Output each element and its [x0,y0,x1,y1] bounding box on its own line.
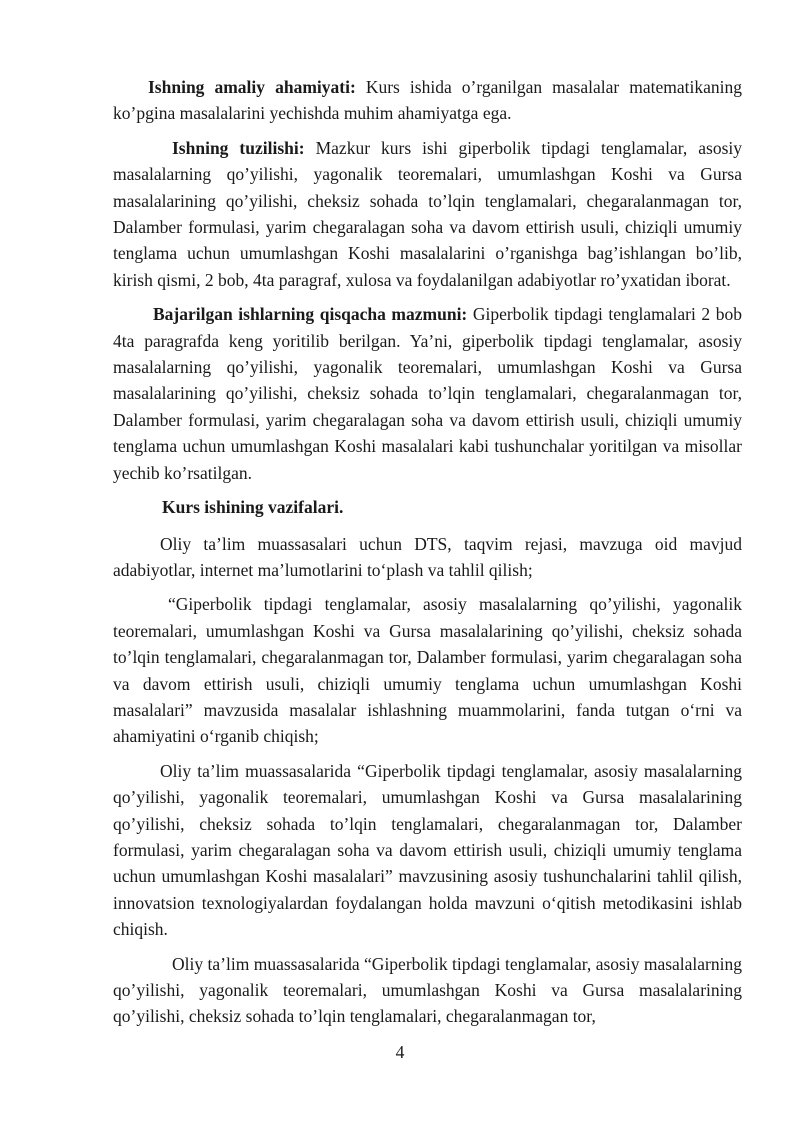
summary-label: Bajarilgan ishlarning qisqacha mazmuni: [153,304,468,325]
structure-paragraph [113,135,742,293]
task-paragraph-2: “Giperbolik tipdagi tenglamalar, asosiy masalalarning qo’yilishi, yagonalik teoremalari, umumlashgan Koshi va Gursa masalalarining qo’yilishi, cheksiz sohada to’lqin tenglamalari, chegaralanmagan tor, Dalamber formulasi, yarim chegaralagan soha va davom ettirish usuli, chiziqli umumiy tenglama uchun umumlashgan Koshi masalalari” mavzusida masalalar ishlashning muammolarini, fanda tutgan o‘rni va ahamiyatini o‘rganib chiqish; [113,594,742,747]
practical-significance-label: Ishning amaliy ahamiyati: [148,77,356,97]
document-body [113,74,742,1038]
summary-paragraph [113,301,742,486]
tasks-heading: Kurs ishining vazifalari. [162,497,344,518]
summary-text: Giperbolik tipdagi tenglamalari 2 bob 4ta paragrafda keng yoritilib berilgan. Ya’ni, giperbolik tipdagi tenglamalar, asosiy masalalarning qo’yilishi, yagonalik teoremalari, umumlashgan Koshi va Gursa masalalarining qo’yilishi, cheksiz sohada to’lqin tenglamalari, chegaralanmagan tor, Dalamber formulasi, yarim chegaralagan soha va davom ettirish usuli, chiziqli umumiy tenglama uchun umumlashgan Koshi masalalari kabi tushunchalar yoritilgan va misollar yechib ko’rsatilgan. [113,304,742,483]
structure-label: Ishning tuzilishi: [172,137,305,158]
page-number: 4 [395,1042,405,1062]
practical-significance-text: Kurs ishida o’rganilgan masalalar matematikaning ko’pgina masalalarini yechishda muhim ahamiyatga ega. [113,77,742,124]
task-paragraph-4: Oliy ta’lim muassasalarida “Giperbolik tipdagi tenglamalar, asosiy masalalarning qo’yilishi, yagonalik teoremalari, umumlashgan Koshi va Gursa masalalarining qo’yilishi, cheksiz sohada to’lqin tenglamalari, chegaralanmagan tor, [113,953,742,1027]
practical-significance-paragraph [113,74,742,127]
task-paragraph-3: Oliy ta’lim muassasalarida “Giperbolik tipdagi tenglamalar, asosiy masalalarning qo’yilishi, yagonalik teoremalari, umumlashgan Koshi va Gursa masalalarining qo’yilishi, cheksiz sohada to’lqin tenglamalari, chegaralanmagan tor, Dalamber formulasi, yarim chegaralagan soha va davom ettirish usuli, chiziqli umumiy tenglama uchun umumlashgan Koshi masalalari” mavzusining asosiy tushunchalarini tahlil qilish, innovatsion texnologiyalardan foydalangan holda mavzuni o‘qitish metodikasini ishlab chiqish. [113,760,742,940]
task-paragraph-1: Oliy ta’lim muassasalari uchun DTS, taqvim rejasi, mavzuga oid mavjud adabiyotlar, internet ma’lumotlarini to‘plash va tahlil qilish; [113,533,742,580]
structure-text: Mazkur kurs ishi giperbolik tipdagi tenglamalar, asosiy masalalarning qo’yilishi, yagonalik teoremalari, umumlashgan Koshi va Gursa masalalarining qo’yilishi, cheksiz sohada to’lqin tenglamalari, chegaralanmagan tor, Dalamber formulasi, yarim chegaralagan soha va davom ettirish usuli, chiziqli umumiy tenglama uchun umumlashgan Koshi masalalarini o’rganishga bag’ishlangan bo’lib, kirish qismi, 2 bob, 4ta paragraf, xulosa va foydalanilgan adabiyotlar ro’yxatidan iborat. [113,137,743,290]
